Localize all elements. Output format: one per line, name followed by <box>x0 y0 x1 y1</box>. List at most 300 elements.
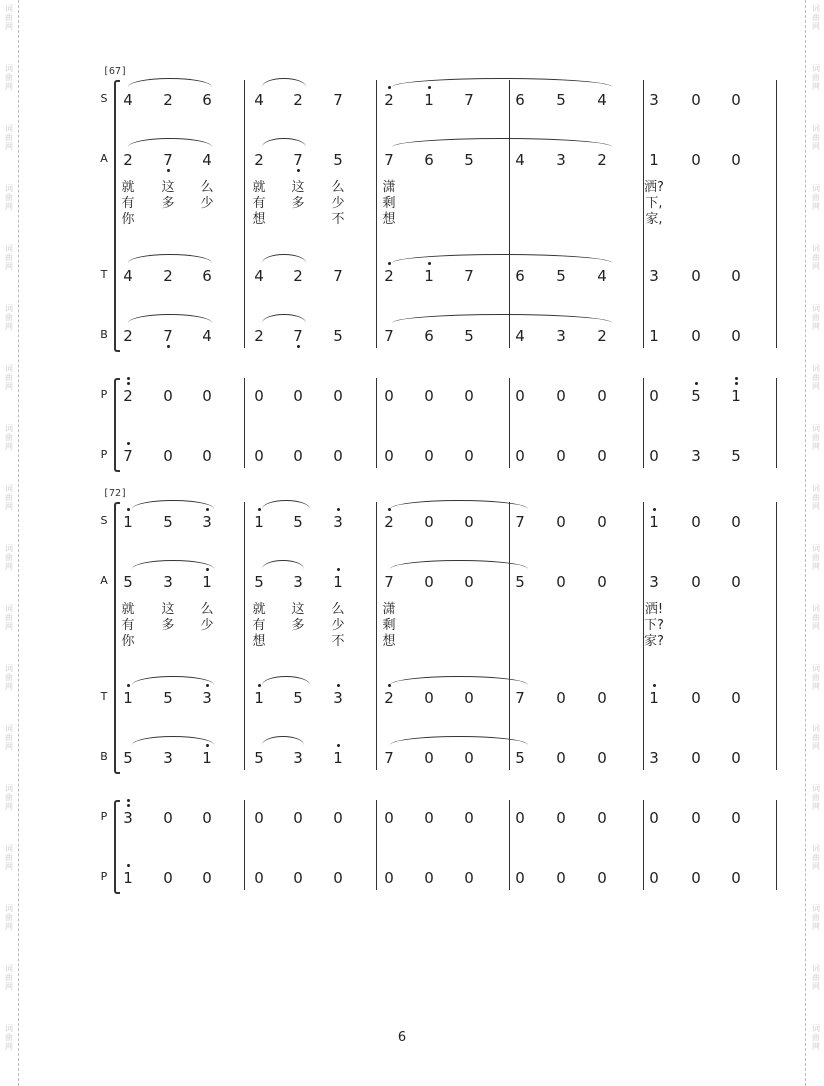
note <box>249 268 269 284</box>
note-digit: 4 <box>597 91 607 109</box>
note-digit: 5 <box>691 387 701 405</box>
note-digit: 0 <box>515 447 525 465</box>
octave-dot-below <box>297 169 300 172</box>
note <box>551 448 571 464</box>
watermark-text <box>809 604 823 631</box>
lyric-syllable: 潇 <box>382 180 396 195</box>
watermark-char: 网 <box>5 262 13 271</box>
watermark-char: 网 <box>812 322 820 331</box>
lyric-syllable: 就 <box>252 602 266 617</box>
note <box>197 870 217 886</box>
note-digit: 3 <box>649 573 659 591</box>
octave-dot-above <box>127 804 130 807</box>
watermark-char: 网 <box>812 562 820 571</box>
barline <box>244 378 245 468</box>
octave-dot-below <box>167 169 170 172</box>
watermark-char: 词 <box>812 304 820 313</box>
watermark-text <box>809 724 823 751</box>
note-digit: 0 <box>384 447 394 465</box>
watermark-char: 曲 <box>812 913 820 922</box>
slur <box>392 78 612 87</box>
note <box>551 870 571 886</box>
watermark-char: 网 <box>812 142 820 151</box>
note-digit: 1 <box>424 91 434 109</box>
watermark-char: 曲 <box>812 973 820 982</box>
note <box>459 152 479 168</box>
note-digit: 5 <box>254 749 264 767</box>
lyric-syllable: 不 <box>331 634 345 649</box>
note-digit: 5 <box>123 749 133 767</box>
watermark-text <box>809 364 823 391</box>
note-digit: 0 <box>464 513 474 531</box>
note <box>551 810 571 826</box>
note <box>328 448 348 464</box>
note-digit: 2 <box>123 327 133 345</box>
note-digit: 0 <box>464 447 474 465</box>
note <box>197 810 217 826</box>
note-digit: 0 <box>515 387 525 405</box>
octave-dot-above <box>258 508 261 511</box>
note <box>459 514 479 530</box>
octave-dot-above <box>695 382 698 385</box>
part-label-t: T <box>100 268 108 281</box>
left-watermark-strip <box>0 0 19 1086</box>
watermark-char: 词 <box>5 544 13 553</box>
watermark-char: 词 <box>812 424 820 433</box>
note-digit: 0 <box>424 513 434 531</box>
note-digit: 0 <box>691 151 701 169</box>
note-digit: 7 <box>293 327 303 345</box>
lyric-syllable: 么 <box>331 602 345 617</box>
note-digit: 0 <box>731 267 741 285</box>
note-digit: 0 <box>556 869 566 887</box>
note-digit: 6 <box>515 267 525 285</box>
watermark-char: 网 <box>812 22 820 31</box>
watermark-text <box>2 244 16 271</box>
slur <box>132 676 214 685</box>
watermark-char: 曲 <box>812 133 820 142</box>
watermark-char: 网 <box>812 742 820 751</box>
note-digit: 3 <box>649 91 659 109</box>
watermark-text <box>2 844 16 871</box>
watermark-char: 词 <box>812 124 820 133</box>
note <box>726 152 746 168</box>
note <box>726 448 746 464</box>
note-digit: 3 <box>333 513 343 531</box>
note-digit: 1 <box>202 573 212 591</box>
watermark-char: 词 <box>5 964 13 973</box>
lyric-syllable: 多 <box>291 196 305 211</box>
lyric-syllable: 不 <box>331 212 345 227</box>
watermark-char: 曲 <box>812 433 820 442</box>
note <box>510 388 530 404</box>
note-digit: 7 <box>123 447 133 465</box>
note-digit: 1 <box>649 689 659 707</box>
octave-dot-above <box>337 508 340 511</box>
watermark-char: 曲 <box>812 13 820 22</box>
watermark-char: 词 <box>5 724 13 733</box>
note-digit: 6 <box>515 91 525 109</box>
watermark-char: 曲 <box>5 493 13 502</box>
octave-dot-above <box>653 508 656 511</box>
lyric-syllable: 下, <box>645 196 663 211</box>
slur <box>128 78 212 87</box>
note <box>197 388 217 404</box>
note <box>419 514 439 530</box>
note <box>644 690 664 706</box>
note-digit: 0 <box>597 749 607 767</box>
lyric-syllable: 这 <box>161 180 175 195</box>
note <box>592 328 612 344</box>
lyric-syllable: 有 <box>252 196 266 211</box>
part-label-a: A <box>100 152 108 165</box>
watermark-char: 词 <box>812 904 820 913</box>
note-digit: 0 <box>163 869 173 887</box>
watermark-char: 词 <box>812 544 820 553</box>
note-digit: 3 <box>123 809 133 827</box>
note <box>197 268 217 284</box>
note-digit: 0 <box>691 749 701 767</box>
note-digit: 0 <box>202 447 212 465</box>
note <box>118 514 138 530</box>
note <box>118 690 138 706</box>
note <box>644 514 664 530</box>
note-digit: 7 <box>333 267 343 285</box>
note-digit: 0 <box>424 869 434 887</box>
slur <box>262 254 306 263</box>
note <box>459 750 479 766</box>
note-digit: 0 <box>731 573 741 591</box>
note <box>551 152 571 168</box>
note <box>459 870 479 886</box>
note-digit: 0 <box>556 387 566 405</box>
note <box>726 268 746 284</box>
part-label-b: B <box>100 328 108 341</box>
note-digit: 0 <box>691 513 701 531</box>
note <box>249 870 269 886</box>
watermark-char: 词 <box>5 484 13 493</box>
note-digit: 2 <box>123 387 133 405</box>
note-digit: 0 <box>691 689 701 707</box>
note <box>459 268 479 284</box>
watermark-char: 网 <box>812 862 820 871</box>
note-digit: 3 <box>556 327 566 345</box>
watermark-char: 网 <box>812 442 820 451</box>
note <box>118 92 138 108</box>
lyric-syllable: 有 <box>252 618 266 633</box>
lyric-syllable: 就 <box>121 602 135 617</box>
note-digit: 5 <box>731 447 741 465</box>
lyric-syllable: 么 <box>200 602 214 617</box>
note <box>644 448 664 464</box>
note-digit: 3 <box>333 689 343 707</box>
note-digit: 0 <box>424 689 434 707</box>
watermark-char: 曲 <box>812 613 820 622</box>
octave-dot-above <box>735 377 738 380</box>
lyric-syllable: 么 <box>331 180 345 195</box>
watermark-char: 网 <box>5 502 13 511</box>
watermark-text <box>2 424 16 451</box>
note <box>510 268 530 284</box>
note <box>592 574 612 590</box>
watermark-char: 网 <box>812 82 820 91</box>
watermark-char: 曲 <box>812 733 820 742</box>
note-digit: 0 <box>597 689 607 707</box>
note <box>510 690 530 706</box>
lyric-syllable: 洒! <box>644 602 664 617</box>
lyric-syllable: 少 <box>331 618 345 633</box>
slur <box>392 314 612 323</box>
watermark-char: 曲 <box>812 313 820 322</box>
watermark-char: 网 <box>812 682 820 691</box>
note <box>118 810 138 826</box>
note <box>249 690 269 706</box>
note <box>288 690 308 706</box>
note <box>158 574 178 590</box>
watermark-char: 词 <box>5 364 13 373</box>
lyric-syllable: 家? <box>644 634 664 649</box>
slur <box>262 138 306 147</box>
lyric-syllable: 剩 <box>382 196 396 211</box>
note <box>197 750 217 766</box>
watermark-char: 词 <box>812 844 820 853</box>
note-digit: 0 <box>649 387 659 405</box>
note <box>726 328 746 344</box>
slur <box>128 314 212 323</box>
watermark-text <box>809 544 823 571</box>
watermark-text <box>809 964 823 991</box>
octave-dot-below <box>297 345 300 348</box>
slur <box>390 500 528 509</box>
octave-dot-above <box>735 382 738 385</box>
note-digit: 0 <box>691 91 701 109</box>
note <box>197 514 217 530</box>
note-digit: 0 <box>293 809 303 827</box>
watermark-char: 曲 <box>5 73 13 82</box>
note-digit: 0 <box>731 749 741 767</box>
watermark-text <box>2 664 16 691</box>
note-digit: 4 <box>202 327 212 345</box>
note-digit: 0 <box>556 447 566 465</box>
watermark-char: 网 <box>5 982 13 991</box>
note <box>379 574 399 590</box>
note-digit: 0 <box>464 809 474 827</box>
note <box>379 448 399 464</box>
note <box>419 328 439 344</box>
note-digit: 2 <box>293 267 303 285</box>
note-digit: 6 <box>424 151 434 169</box>
note <box>644 92 664 108</box>
watermark-char: 词 <box>5 844 13 853</box>
note-digit: 0 <box>254 447 264 465</box>
note-digit: 0 <box>163 387 173 405</box>
note <box>419 870 439 886</box>
note-digit: 0 <box>293 387 303 405</box>
note-digit: 0 <box>556 513 566 531</box>
note-digit: 0 <box>424 809 434 827</box>
note-digit: 0 <box>333 809 343 827</box>
note-digit: 7 <box>333 91 343 109</box>
note <box>288 810 308 826</box>
note <box>379 388 399 404</box>
note-digit: 0 <box>464 689 474 707</box>
note-digit: 0 <box>597 513 607 531</box>
note-digit: 0 <box>202 809 212 827</box>
note <box>592 514 612 530</box>
watermark-char: 曲 <box>812 493 820 502</box>
note-digit: 7 <box>464 91 474 109</box>
part-label-p: P <box>100 810 108 823</box>
watermark-char: 词 <box>812 964 820 973</box>
note <box>158 810 178 826</box>
note-digit: 0 <box>731 151 741 169</box>
watermark-char: 词 <box>5 304 13 313</box>
octave-dot-below <box>167 345 170 348</box>
note-digit: 0 <box>254 869 264 887</box>
octave-dot-above <box>388 86 391 89</box>
note-digit: 2 <box>597 151 607 169</box>
slur <box>128 138 212 147</box>
note <box>328 810 348 826</box>
note <box>249 574 269 590</box>
barline <box>509 80 510 348</box>
note-digit: 2 <box>254 151 264 169</box>
note <box>459 388 479 404</box>
note <box>249 810 269 826</box>
note-digit: 4 <box>254 91 264 109</box>
note-digit: 0 <box>731 91 741 109</box>
note-digit: 0 <box>691 327 701 345</box>
watermark-char: 网 <box>812 982 820 991</box>
lyric-syllable: 这 <box>291 602 305 617</box>
note <box>726 810 746 826</box>
watermark-char: 网 <box>812 922 820 931</box>
note <box>551 328 571 344</box>
note-digit: 0 <box>163 809 173 827</box>
note <box>379 750 399 766</box>
watermark-char: 曲 <box>5 793 13 802</box>
lyric-syllable: 想 <box>382 634 396 649</box>
watermark-char: 网 <box>812 802 820 811</box>
note-digit: 2 <box>123 151 133 169</box>
lyric-syllable: 多 <box>161 196 175 211</box>
watermark-char: 网 <box>812 382 820 391</box>
note <box>510 328 530 344</box>
note-digit: 7 <box>163 151 173 169</box>
note <box>551 750 571 766</box>
note <box>118 152 138 168</box>
note <box>328 870 348 886</box>
note <box>644 574 664 590</box>
note-digit: 5 <box>515 749 525 767</box>
note <box>288 152 308 168</box>
note-digit: 5 <box>464 327 474 345</box>
note-digit: 5 <box>333 151 343 169</box>
note-digit: 0 <box>649 447 659 465</box>
barline <box>776 80 777 348</box>
note-digit: 7 <box>515 689 525 707</box>
note <box>118 448 138 464</box>
note <box>459 448 479 464</box>
watermark-text <box>2 604 16 631</box>
watermark-char: 曲 <box>5 673 13 682</box>
note <box>644 750 664 766</box>
watermark-text <box>809 1024 823 1051</box>
note-digit: 5 <box>333 327 343 345</box>
note <box>288 448 308 464</box>
watermark-char: 词 <box>812 244 820 253</box>
lyric-syllable: 想 <box>382 212 396 227</box>
watermark-char: 曲 <box>5 733 13 742</box>
note <box>686 92 706 108</box>
note <box>419 92 439 108</box>
note-digit: 5 <box>515 573 525 591</box>
lyric-syllable: 家, <box>645 212 663 227</box>
barline <box>376 378 377 468</box>
note-digit: 2 <box>384 267 394 285</box>
note <box>379 92 399 108</box>
part-label-p: P <box>100 870 108 883</box>
note-digit: 4 <box>515 151 525 169</box>
watermark-text <box>809 64 823 91</box>
note <box>644 870 664 886</box>
watermark-char: 词 <box>812 1024 820 1033</box>
lyric-syllable: 剩 <box>382 618 396 633</box>
note-digit: 1 <box>123 689 133 707</box>
lyric-syllable: 这 <box>291 180 305 195</box>
note <box>592 92 612 108</box>
measure-number: [67] <box>103 66 128 77</box>
note <box>288 328 308 344</box>
watermark-char: 网 <box>5 442 13 451</box>
note <box>551 388 571 404</box>
note-digit: 0 <box>556 749 566 767</box>
note <box>249 388 269 404</box>
note <box>197 92 217 108</box>
watermark-char: 网 <box>5 862 13 871</box>
note-digit: 7 <box>293 151 303 169</box>
note-digit: 1 <box>123 513 133 531</box>
note-digit: 0 <box>333 869 343 887</box>
watermark-char: 曲 <box>5 373 13 382</box>
watermark-char: 曲 <box>5 613 13 622</box>
lyric-syllable: 洒? <box>644 180 664 195</box>
lyric-syllable: 多 <box>161 618 175 633</box>
watermark-char: 曲 <box>5 913 13 922</box>
note-digit: 7 <box>464 267 474 285</box>
note-digit: 2 <box>597 327 607 345</box>
watermark-char: 曲 <box>812 193 820 202</box>
note <box>726 870 746 886</box>
watermark-char: 网 <box>812 262 820 271</box>
lyric-syllable: 么 <box>200 180 214 195</box>
lyric-syllable: 就 <box>121 180 135 195</box>
slur <box>132 500 214 509</box>
octave-dot-above <box>127 864 130 867</box>
note <box>592 388 612 404</box>
note <box>459 328 479 344</box>
watermark-text <box>2 64 16 91</box>
note <box>197 574 217 590</box>
note <box>118 750 138 766</box>
note <box>328 514 348 530</box>
note <box>726 574 746 590</box>
watermark-text <box>2 184 16 211</box>
barline <box>376 80 377 348</box>
watermark-char: 词 <box>812 64 820 73</box>
note-digit: 0 <box>202 869 212 887</box>
watermark-char: 网 <box>5 1042 13 1051</box>
